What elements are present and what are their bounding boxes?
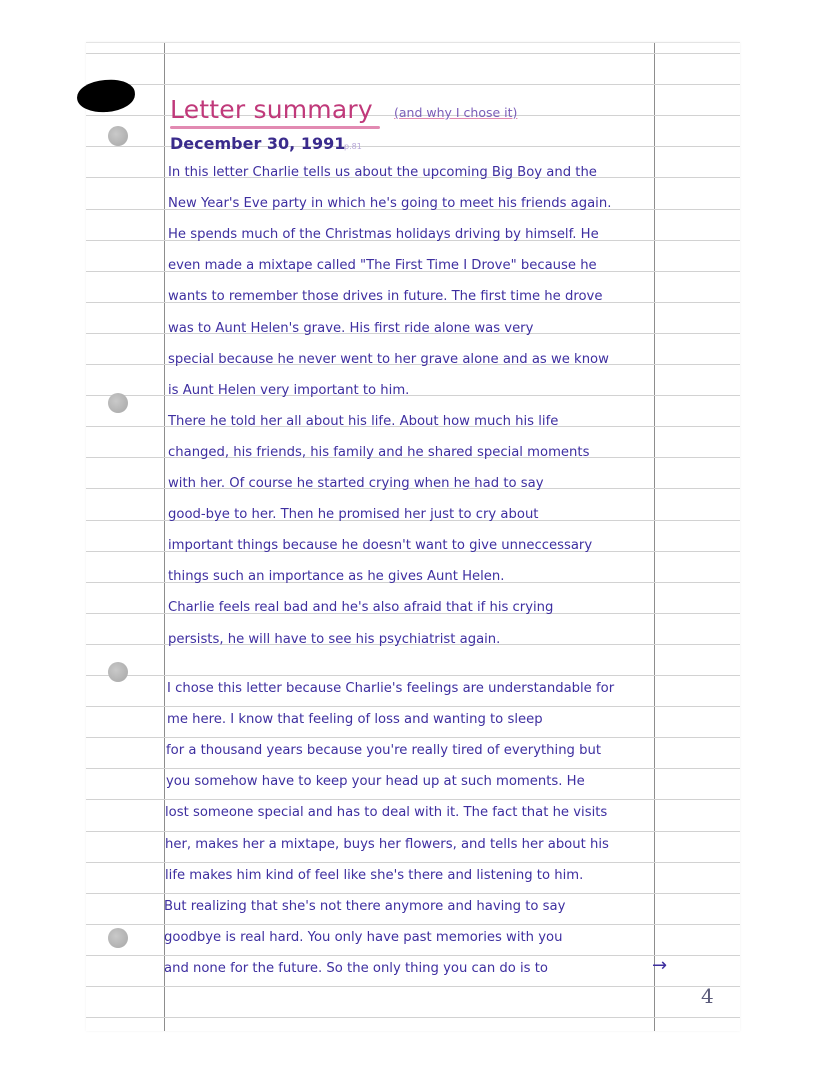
text-line: even made a mixtape called "The First Time I Drove" because he [168, 258, 597, 274]
ruled-line [86, 768, 740, 769]
text-line: life makes him kind of feel like she's there and listening to him. [165, 867, 584, 883]
text-line: things such an importance as he gives Aunt Helen. [168, 569, 505, 585]
text-line: her, makes her a mixtape, buys her flowers, and tells her about his [165, 836, 609, 852]
punch-hole [108, 126, 128, 146]
punch-hole [108, 928, 128, 948]
text-line: New Year's Eve party in which he's going to meet his friends again. [168, 196, 612, 212]
ruled-line [86, 986, 740, 987]
ruled-line [86, 53, 740, 54]
page-title: Letter summary [170, 95, 373, 124]
ruled-line [86, 924, 740, 925]
right-margin-line [654, 43, 655, 1031]
ruled-line [86, 675, 740, 676]
letter-date: December 30, 1991 [170, 134, 346, 153]
punch-hole [108, 393, 128, 413]
ruled-line [86, 799, 740, 800]
page-subtitle: (and why I chose it) [394, 105, 518, 120]
text-line: me here. I know that feeling of loss and wanting to sleep [167, 712, 543, 728]
text-line: goodbye is real hard. You only have past memories with you [164, 929, 563, 945]
text-line: persists, he will have to see his psychiatrist again. [168, 631, 501, 647]
text-line: Charlie feels real bad and he's also afraid that if his crying [168, 600, 554, 616]
ruled-line [86, 831, 740, 832]
continue-arrow-icon: → [652, 955, 668, 976]
text-line: for a thousand years because you're really tired of everything but [166, 743, 602, 759]
text-line: There he told her all about his life. About how much his life [168, 413, 559, 429]
text-line: special because he never went to her grave alone and as we know [168, 351, 609, 367]
ruled-line [86, 737, 740, 738]
text-line: He spends much of the Christmas holidays driving by himself. He [168, 227, 599, 243]
text-line: lost someone special and has to deal with it. The fact that he visits [165, 805, 608, 821]
text-line: important things because he doesn't want to give unneccessary [168, 538, 593, 554]
text-line: and none for the future. So the only thing you can do is to [164, 960, 548, 976]
page-reference: p.81 [344, 142, 362, 151]
ruled-line [86, 706, 740, 707]
ruled-line [86, 955, 740, 956]
ruled-line [86, 1017, 740, 1018]
punch-hole [108, 662, 128, 682]
ruled-line [86, 862, 740, 863]
text-line: But realizing that she's not there anymore and having to say [164, 898, 566, 914]
ruled-line [86, 84, 740, 85]
title-underline [170, 126, 380, 129]
text-line: good-bye to her. Then he promised her just to cry about [168, 507, 539, 523]
text-line: was to Aunt Helen's grave. His first ride alone was very [168, 320, 534, 336]
text-line: In this letter Charlie tells us about the upcoming Big Boy and the [168, 165, 597, 180]
text-line: I chose this letter because Charlie's feelings are understandable for [167, 681, 615, 696]
text-line: you somehow have to keep your head up at such moments. He [166, 774, 585, 790]
text-line: wants to remember those drives in future. The first time he drove [168, 289, 603, 305]
ruled-line [86, 893, 740, 894]
page-number: 4 [701, 984, 714, 1008]
text-line: changed, his friends, his family and he shared special moments [168, 444, 590, 460]
text-line: with her. Of course he started crying when he had to say [168, 476, 544, 491]
text-line: is Aunt Helen very important to him. [168, 382, 410, 398]
